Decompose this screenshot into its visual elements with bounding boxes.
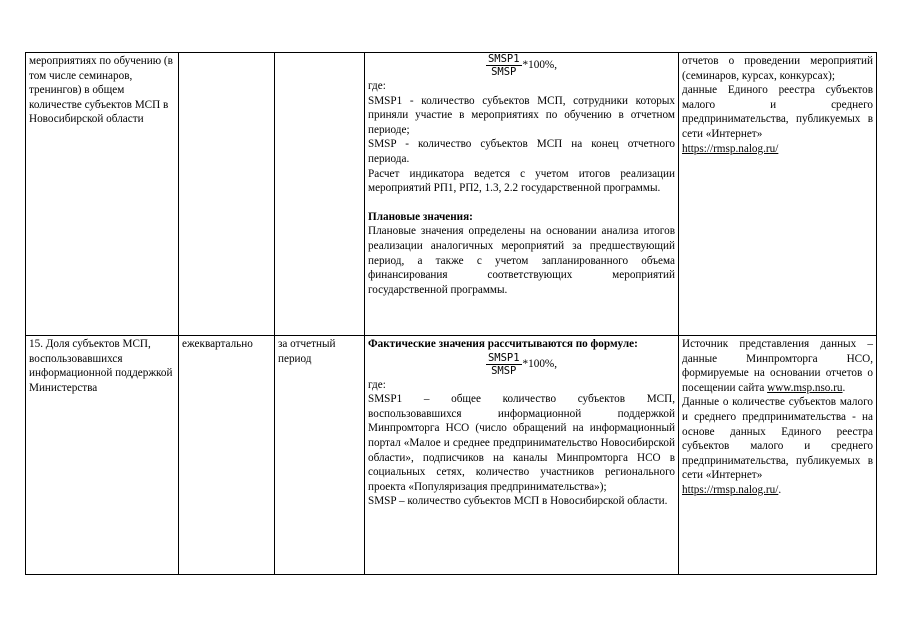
method-cell xyxy=(365,53,679,336)
source-ministry: Источник представления данных – данные Минпромторга НСО, формируемые на основании отчетов о посещении сайта www.msp.nso.ru. xyxy=(682,338,873,394)
indicators-table xyxy=(25,52,877,575)
plan-text: Плановые значения определены на основании анализа итогов реализации аналогичных мероприятий за предшествующий период, а также с учетом запланированного объема финансирования соответствующих мероприятий государственной программы. xyxy=(368,225,675,296)
formula xyxy=(368,53,675,78)
definition-smsp1: SMSP1 – общее количество субъектов МСП, воспользовавшихся информационной поддержкой Минпромторга НСО (число обращений на информационный портал «Малое и среднее предпринимательство Новосибирской области», подписчиков на каналы Минпромторга НСО в социальных сетях, количество участников регионального проекта «Популяризация предпринимательства»); xyxy=(368,393,675,493)
registry-link[interactable]: https://rmsp.nalog.ru/ xyxy=(682,142,779,155)
plan-heading: Плановые значения: xyxy=(368,210,473,223)
periodicity-cell xyxy=(179,336,275,575)
period-cell xyxy=(275,53,365,336)
where-label: где: xyxy=(368,378,386,391)
definition-smsp: SMSP – количество субъектов МСП в Новосибирской области. xyxy=(368,495,668,508)
fact-heading: Фактические значения рассчитываются по формуле: xyxy=(368,338,638,350)
formula-numerator: SMSP1 xyxy=(487,53,520,65)
registry-link[interactable]: https://rmsp.nalog.ru/ xyxy=(682,483,779,496)
formula-denominator: SMSP xyxy=(491,66,517,78)
indicator-text: 15. Доля субъектов МСП, воспользовавшихся информационной поддержкой Министерства xyxy=(29,338,173,394)
msp-site-link[interactable]: www.msp.nso.ru xyxy=(767,381,843,394)
formula-tail: *100%, xyxy=(522,357,558,370)
period-cell xyxy=(275,336,365,575)
periodicity-cell xyxy=(179,53,275,336)
definition-smsp1: SMSP1 - количество субъектов МСП, сотрудники которых приняли участие в мероприятиях по обучению в отчетном периоде; xyxy=(368,94,675,136)
formula xyxy=(368,352,675,377)
source-registry: Данные о количестве субъектов малого и среднего предпринимательства - на основе данных Единого реестра субъектов малого и среднего предпринимательства, публикуемых в сети «Интернет» xyxy=(682,396,873,482)
calculation-note: Расчет индикатора ведется с учетом итогов реализации мероприятий РП1, РП2, 1.3, 2.2 государственной программы. xyxy=(368,167,675,195)
table-row xyxy=(26,336,877,575)
table-row xyxy=(26,53,877,336)
source-cell: Источник представления данных – данные Минпромторга НСО, формируемые на основании отчетов о посещении сайта www.msp.nso.ru. Данные о количестве субъектов малого и среднего предпринимательства - на основе данных Единого реестра субъектов малого и среднего предпринимательства, публикуемых в сети «Интернет» https://rmsp.nalog.ru/. xyxy=(679,336,877,575)
indicator-cell xyxy=(26,336,179,575)
method-cell xyxy=(365,336,679,575)
source-reports: отчетов о проведении мероприятий (семинаров, курсах, конкурсах); xyxy=(682,55,873,82)
period-text: за отчетный период xyxy=(278,338,336,365)
source-registry: данные Единого реестра субъектов малого и среднего предпринимательства, публикуемых в сети «Интернет» xyxy=(682,84,873,140)
formula-numerator: SMSP1 xyxy=(487,351,520,364)
source-cell xyxy=(679,53,877,336)
indicator-text: мероприятиях по обучению (в том числе семинаров, тренингов) в общем количестве субъектов МСП в Новосибирской области xyxy=(29,55,173,126)
where-label: где: xyxy=(368,80,386,92)
formula-denominator: SMSP xyxy=(491,364,517,377)
periodicity-text: ежеквартально xyxy=(182,338,253,350)
definition-smsp: SMSP - количество субъектов МСП на конец отчетного периода. xyxy=(368,138,675,165)
indicator-cell xyxy=(26,53,179,336)
formula-tail: *100%, xyxy=(522,59,558,72)
